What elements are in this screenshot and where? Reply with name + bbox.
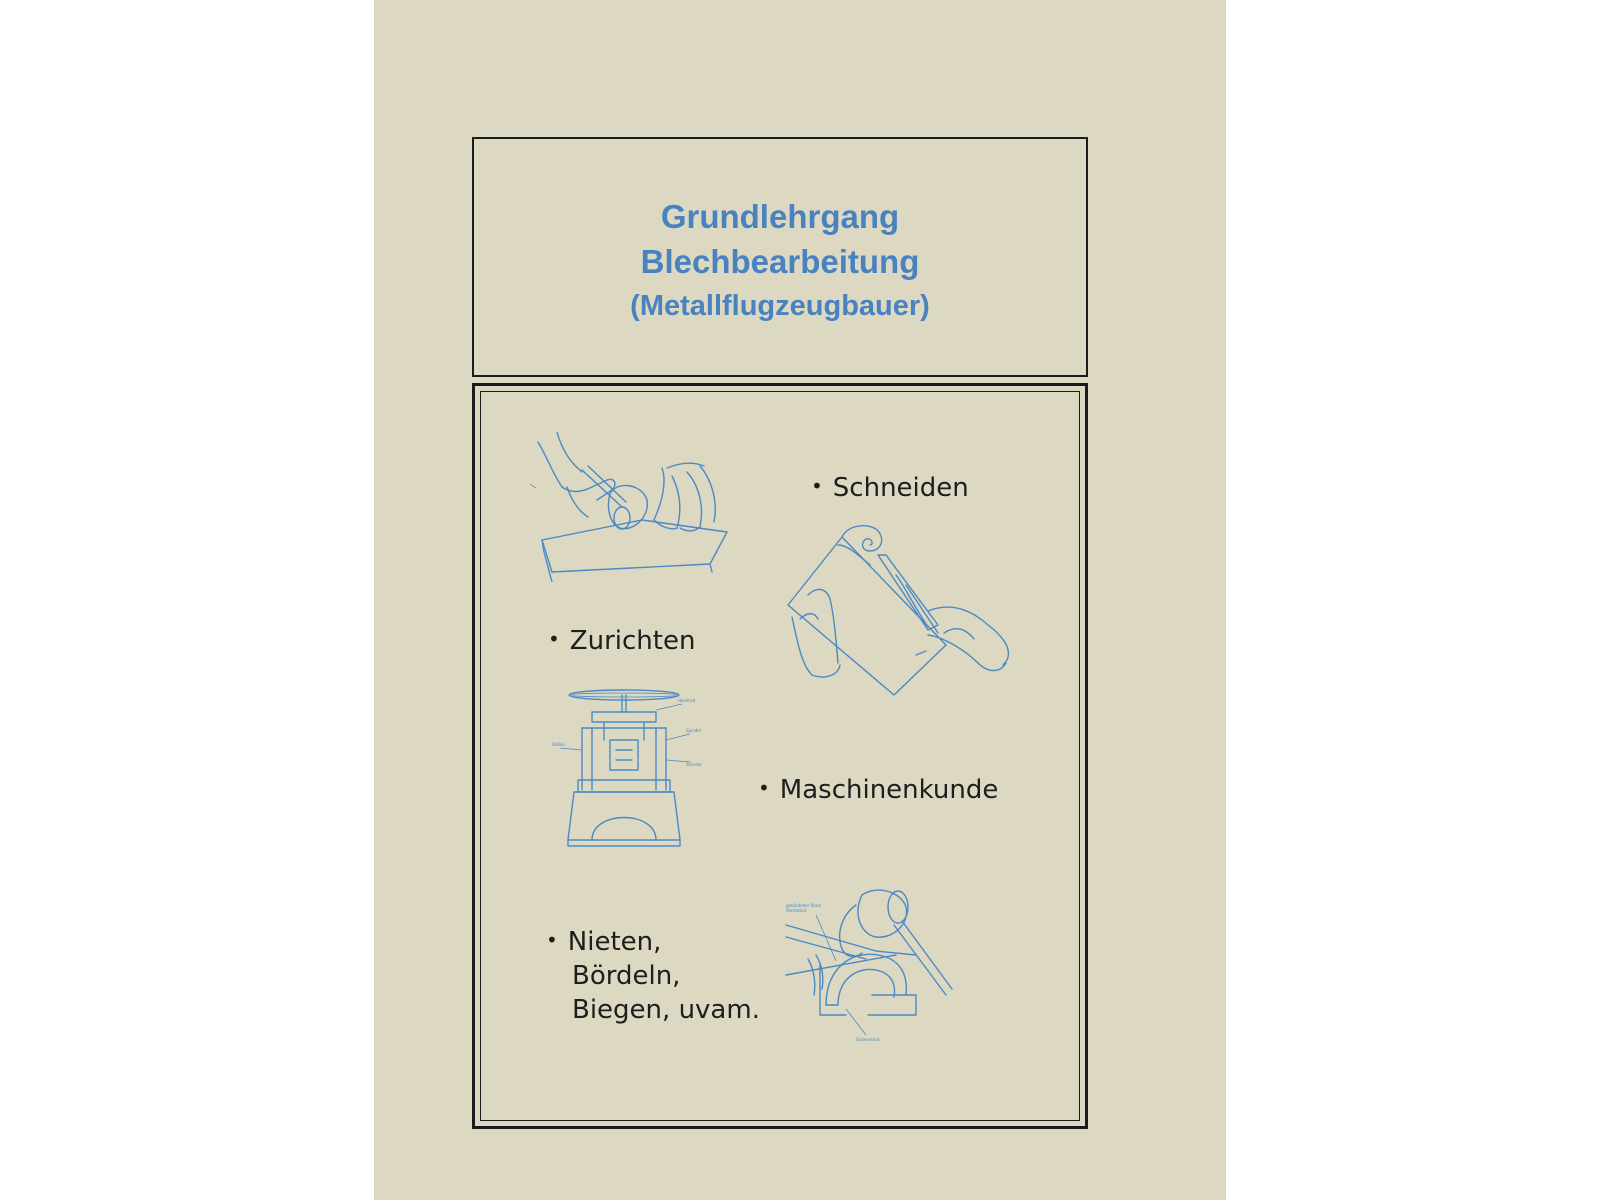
bullet-dot: •: [758, 776, 770, 800]
topic-zurichten: [548, 622, 695, 658]
bullet-dot: •: [546, 928, 558, 952]
svg-text:Werkstück: Werkstück: [786, 908, 807, 913]
cover-title: [474, 194, 1086, 328]
svg-text:Sickenstock: Sickenstock: [856, 1037, 880, 1042]
hammer-on-sheet-illustration: [522, 432, 732, 582]
title-box: [472, 137, 1088, 377]
hand-press-machine-illustration: [552, 680, 712, 850]
topic-label: Zurichten: [569, 626, 696, 656]
shears-cutting-illustration: [778, 515, 1018, 705]
title-line-2: Blechbearbeitung: [640, 243, 920, 280]
svg-text:Stößel: Stößel: [552, 742, 565, 747]
topic-label-line-3: Biegen, uvam.: [572, 995, 760, 1025]
svg-text:Handrad: Handrad: [678, 698, 696, 703]
title-line-3: (Metallflugzeugbauer): [630, 290, 930, 322]
topic-label: Maschinenkunde: [779, 775, 999, 805]
topic-maschinenkunde: [758, 771, 998, 807]
svg-text:Ständer: Ständer: [686, 762, 702, 767]
svg-text:Spindel: Spindel: [686, 728, 701, 733]
book-cover: [374, 0, 1226, 1200]
topic-nieten: [546, 923, 760, 1027]
svg-text:gebördelter Rand: gebördelter Rand: [786, 903, 821, 908]
mallet-bending-illustration: [776, 885, 966, 1055]
topic-schneiden: [811, 469, 969, 505]
topic-label: Nieten,: [567, 927, 662, 957]
bullet-dot: •: [811, 474, 823, 498]
topic-label: Schneiden: [832, 473, 969, 503]
title-line-1: Grundlehrgang: [660, 198, 900, 235]
topic-label-line-2: Bördeln,: [572, 961, 681, 991]
bullet-dot: •: [548, 627, 560, 651]
